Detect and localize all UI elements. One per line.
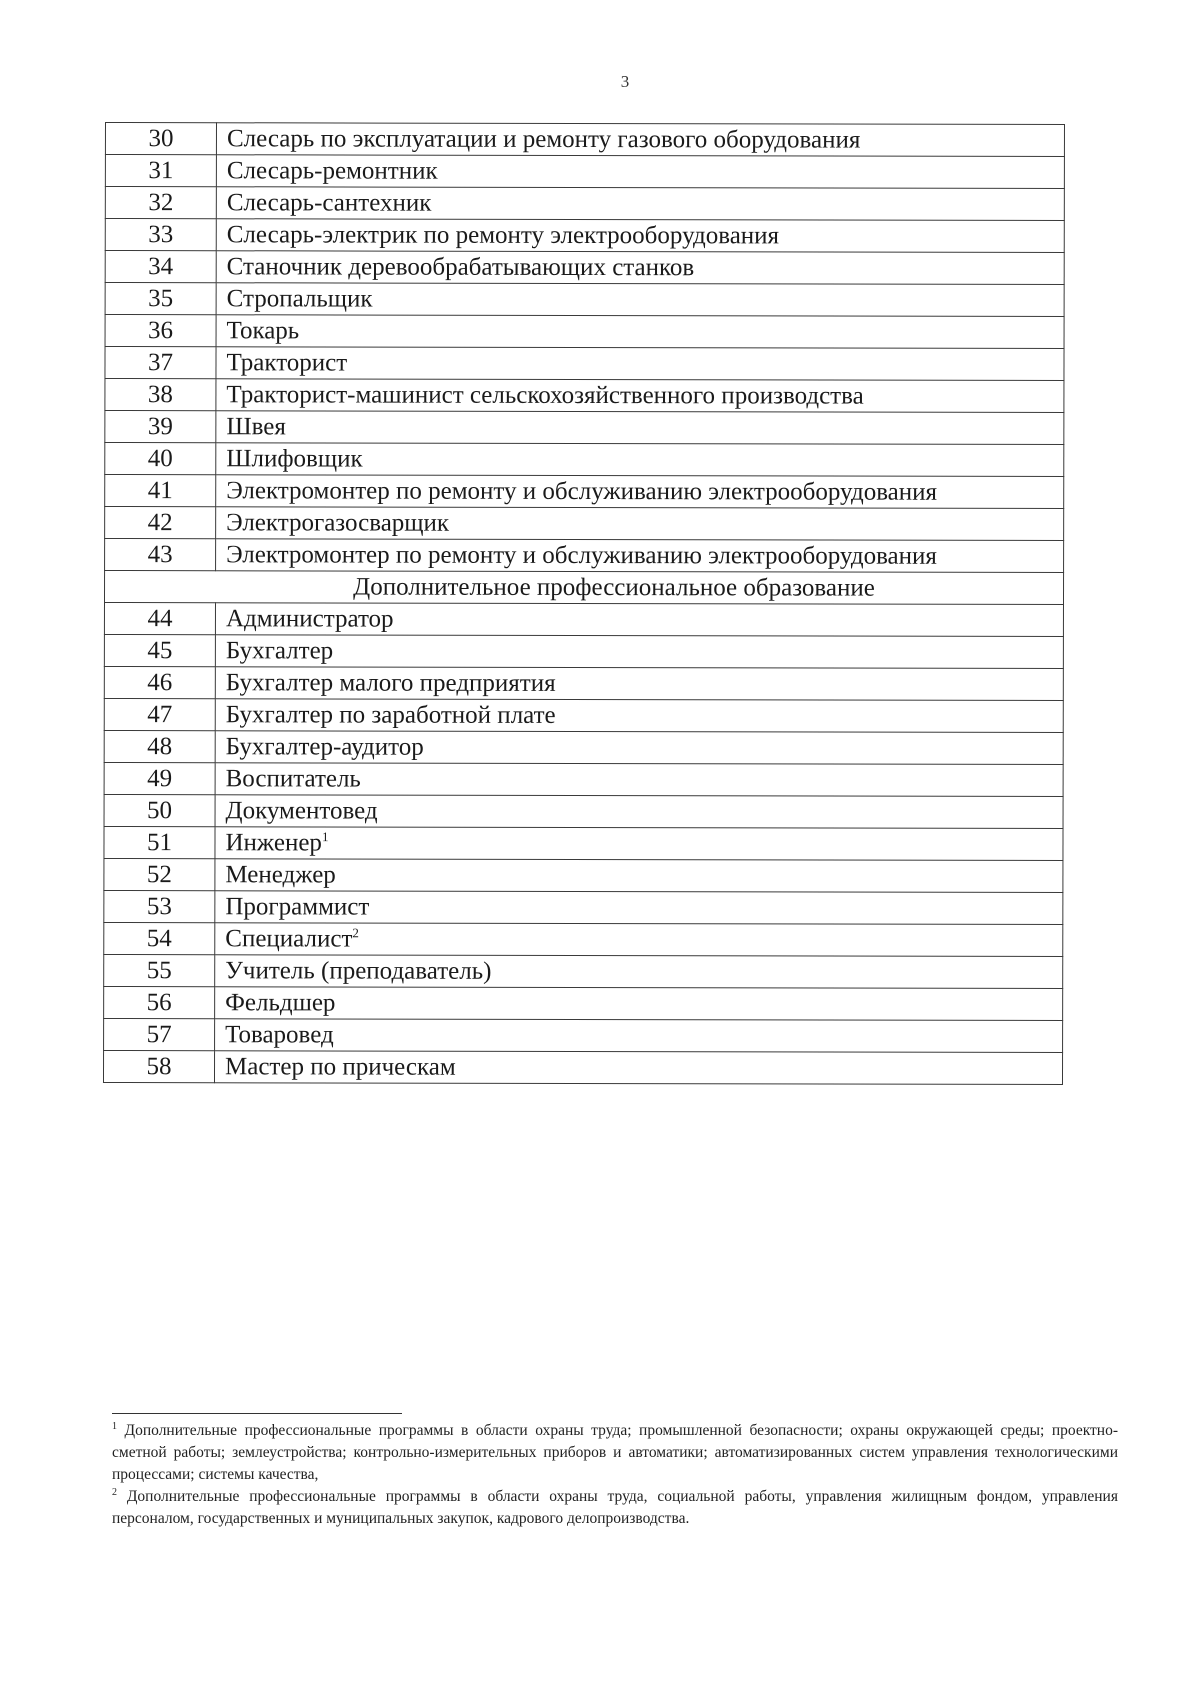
table-row xyxy=(105,539,1064,573)
table-row xyxy=(105,315,1064,349)
profession-name: Бухгалтер xyxy=(225,637,334,665)
footnote-text: Дополнительные профессиональные программы в области охраны труда; промышленной безопасности; охраны окружающей среды; проектно-сметной работы; землеустройства; контрольно-измерительных приборов и автоматики; автоматизированных систем управления технологическими процессами; системы качества, xyxy=(112,1422,1119,1483)
profession-name-cell xyxy=(216,347,1064,381)
profession-name-cell xyxy=(215,891,1063,925)
profession-name: Документовед xyxy=(225,797,378,825)
profession-name: Учитель (преподаватель) xyxy=(225,957,492,985)
profession-name-cell xyxy=(216,187,1064,221)
profession-name: Фельдшер xyxy=(225,989,336,1017)
profession-name-cell xyxy=(216,219,1064,253)
profession-name-cell xyxy=(214,1051,1062,1085)
table-row xyxy=(104,698,1063,732)
profession-name: Бухгалтер-аудитор xyxy=(225,733,424,761)
section-title: Дополнительное профессиональное образование xyxy=(104,571,1063,605)
footnotes xyxy=(112,1420,1118,1530)
profession-name-cell xyxy=(215,731,1063,765)
profession-name-cell xyxy=(215,923,1063,957)
page-number: 3 xyxy=(620,72,630,91)
table-row xyxy=(104,986,1063,1020)
row-number: 43 xyxy=(105,539,216,571)
profession-name: Станочник деревообрабатывающих станков xyxy=(226,253,695,282)
profession-name-cell xyxy=(215,827,1063,861)
profession-name: Слесарь-электрик по ремонту электрооборудования xyxy=(226,221,780,250)
row-number: 35 xyxy=(105,283,216,315)
footnote-reference: 2 xyxy=(352,925,359,941)
table-row xyxy=(104,730,1063,764)
profession-name: Электрогазосварщик xyxy=(226,509,450,537)
profession-name-cell xyxy=(215,699,1063,733)
row-number: 40 xyxy=(105,443,216,475)
row-number: 53 xyxy=(104,890,215,922)
profession-name: Слесарь-сантехник xyxy=(226,189,432,217)
row-number: 33 xyxy=(105,219,216,251)
row-number: 44 xyxy=(104,603,215,635)
professions-table-body xyxy=(103,123,1064,1085)
profession-name: Бухгалтер малого предприятия xyxy=(225,669,556,697)
profession-name-cell xyxy=(215,763,1063,797)
table-row xyxy=(105,411,1064,445)
row-number: 32 xyxy=(105,187,216,219)
profession-name: Менеджер xyxy=(225,861,336,889)
profession-name-cell xyxy=(215,955,1063,989)
table-row xyxy=(105,219,1064,253)
profession-name-cell xyxy=(216,475,1064,509)
table-row xyxy=(104,826,1063,860)
profession-name-cell xyxy=(216,251,1064,285)
footnote-text: Дополнительные профессиональные программы в области охраны труда, социальной работы, управления жилищным фондом, управления персоналом, государственных и муниципальных закупок, кадрового делопроизводства. xyxy=(112,1488,1118,1527)
profession-name: Стропальщик xyxy=(226,285,373,313)
profession-name-cell xyxy=(215,1019,1063,1053)
professions-table-container xyxy=(103,122,1065,1085)
profession-name: Шлифовщик xyxy=(226,445,363,473)
footnote-marker: 1 xyxy=(112,1420,117,1432)
table-row xyxy=(105,443,1064,477)
profession-name: Тракторист-машинист сельскохозяйственного производства xyxy=(226,381,864,410)
table-row xyxy=(104,603,1063,637)
row-number: 31 xyxy=(105,155,216,187)
table-row xyxy=(104,858,1063,892)
profession-name-cell xyxy=(215,859,1063,893)
footnote-separator xyxy=(112,1413,402,1414)
table-row xyxy=(105,187,1064,221)
row-number: 56 xyxy=(104,986,215,1018)
table-row xyxy=(103,1050,1062,1084)
profession-name-cell xyxy=(215,795,1063,829)
profession-name: Администратор xyxy=(225,605,394,633)
row-number: 30 xyxy=(105,123,216,155)
profession-name-cell xyxy=(216,315,1064,349)
professions-table xyxy=(103,122,1065,1085)
row-number: 36 xyxy=(105,315,216,347)
table-row xyxy=(105,379,1064,413)
row-number: 45 xyxy=(104,634,215,666)
row-number: 54 xyxy=(104,922,215,954)
footnote-reference: 1 xyxy=(321,829,329,845)
profession-name-cell xyxy=(216,411,1064,445)
row-number: 39 xyxy=(105,411,216,443)
row-number: 55 xyxy=(104,954,215,986)
table-row xyxy=(105,123,1064,157)
profession-name: Бухгалтер по заработной плате xyxy=(225,701,556,729)
table-row xyxy=(105,283,1064,317)
table-row xyxy=(104,1018,1063,1052)
row-number: 38 xyxy=(105,379,216,411)
row-number: 48 xyxy=(104,730,215,762)
profession-name-cell xyxy=(216,123,1064,157)
row-number: 57 xyxy=(104,1018,215,1050)
profession-name: Электромонтер по ремонту и обслуживанию электрооборудования xyxy=(226,477,938,506)
profession-name-cell xyxy=(215,667,1063,701)
table-row xyxy=(105,475,1064,509)
table-row xyxy=(104,634,1063,668)
profession-name: Швея xyxy=(226,413,286,441)
profession-name-cell xyxy=(216,507,1064,541)
table-row xyxy=(105,507,1064,541)
row-number: 34 xyxy=(105,251,216,283)
row-number: 52 xyxy=(104,858,215,890)
profession-name: Токарь xyxy=(226,317,300,345)
profession-name-cell xyxy=(216,539,1064,573)
row-number: 50 xyxy=(104,794,215,826)
footnote-1 xyxy=(112,1420,1118,1486)
profession-name: Специалист xyxy=(225,925,353,953)
profession-name: Мастер по прическам xyxy=(224,1053,456,1081)
profession-name-cell xyxy=(215,987,1063,1021)
profession-name-cell xyxy=(215,603,1063,637)
section-header-row xyxy=(104,571,1063,605)
profession-name: Инженер xyxy=(225,829,322,857)
row-number: 41 xyxy=(105,475,216,507)
table-row xyxy=(104,922,1063,956)
profession-name: Программист xyxy=(225,893,370,921)
row-number: 49 xyxy=(104,762,215,794)
row-number: 51 xyxy=(104,826,215,858)
row-number: 42 xyxy=(105,507,216,539)
profession-name-cell xyxy=(216,443,1064,477)
profession-name: Тракторист xyxy=(226,349,348,377)
row-number: 47 xyxy=(104,698,215,730)
table-row xyxy=(104,794,1063,828)
table-row xyxy=(104,954,1063,988)
profession-name: Электромонтер по ремонту и обслуживанию электрооборудования xyxy=(226,541,937,570)
row-number: 37 xyxy=(105,347,216,379)
profession-name: Воспитатель xyxy=(225,765,361,793)
profession-name-cell xyxy=(216,283,1064,317)
table-row xyxy=(104,890,1063,924)
profession-name-cell xyxy=(216,155,1064,189)
profession-name: Слесарь по эксплуатации и ремонту газового оборудования xyxy=(226,125,861,154)
footnote-marker: 2 xyxy=(112,1486,117,1498)
footnote-2 xyxy=(112,1486,1118,1530)
profession-name-cell xyxy=(216,379,1064,413)
row-number: 46 xyxy=(104,666,215,698)
table-row xyxy=(104,762,1063,796)
profession-name: Слесарь-ремонтник xyxy=(226,157,438,185)
row-number: 58 xyxy=(103,1050,214,1082)
profession-name: Товаровед xyxy=(225,1021,334,1049)
table-row xyxy=(105,347,1064,381)
table-row xyxy=(105,155,1064,189)
profession-name-cell xyxy=(215,635,1063,669)
table-row xyxy=(104,666,1063,700)
table-row xyxy=(105,251,1064,285)
